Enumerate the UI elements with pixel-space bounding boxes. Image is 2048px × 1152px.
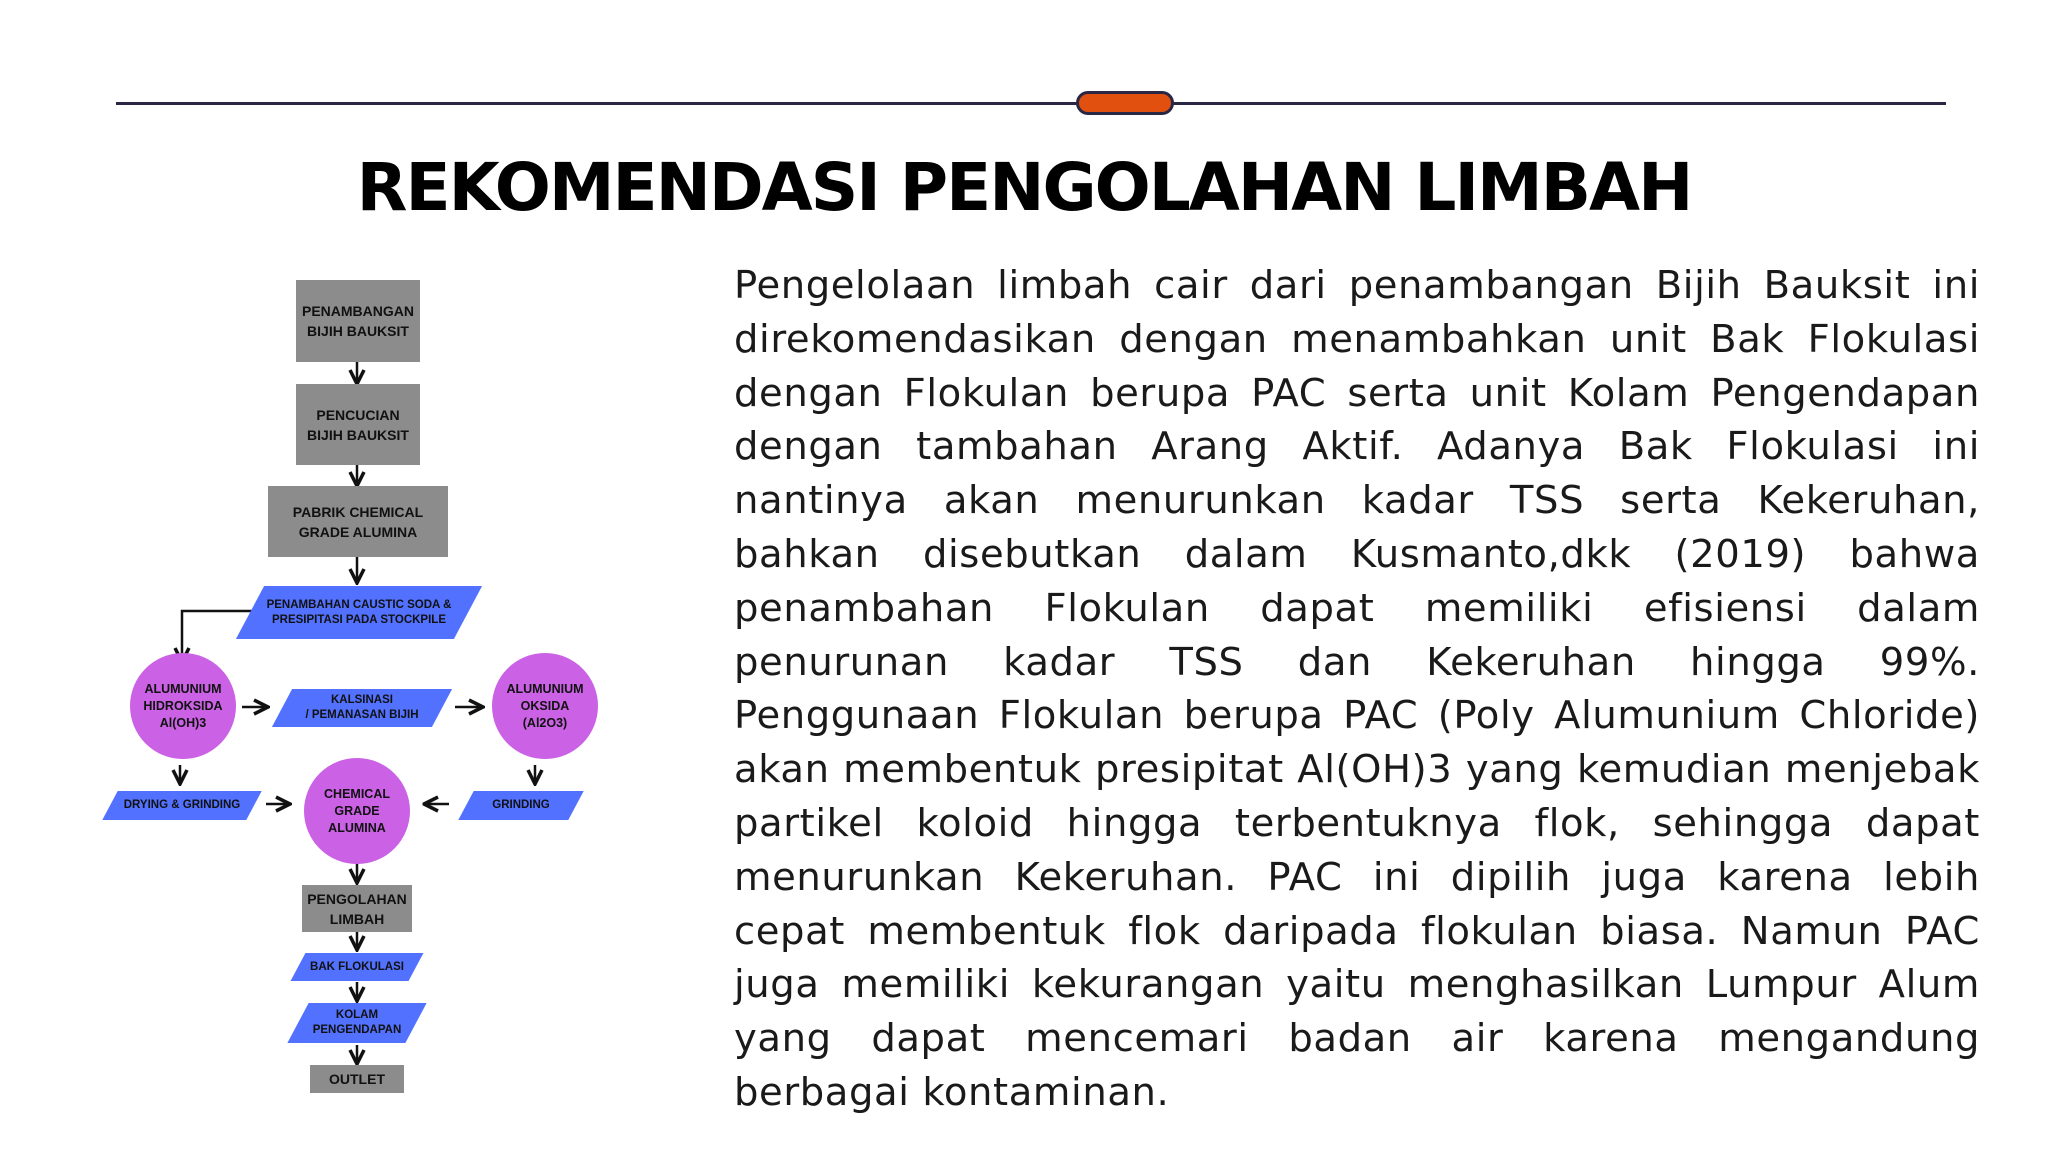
node-oksida: ALUMUNIUM OKSIDA (Al2O3) bbox=[492, 653, 598, 759]
node-pengolahan: PENGOLAHAN LIMBAH bbox=[302, 885, 412, 932]
node-pabrik: PABRIK CHEMICAL GRADE ALUMINA bbox=[268, 486, 448, 557]
body-paragraph: Pengelolaan limbah cair dari penambangan Bijih Bauksit ini direkomendasikan dengan menambahkan unit Bak Flokulasi dengan Flokulan berupa PAC serta unit Kolam Pengendapan dengan tambahan Arang Aktif. Adanya Bak Flokulasi ini nantinya akan menurunkan kadar TSS serta Kekeruhan, bahkan disebutkan dalam Kusmanto,dkk (2019) bahwa penambahan Flokulan dapat memiliki efisiensi dalam penurunan kadar TSS dan Kekeruhan hingga 99%. Penggunaan Flokulan berupa PAC (Poly Alumunium Chloride) akan membentuk presipitat Al(OH)3 yang kemudian menjebak partikel koloid hingga terbentuknya flok, sehingga dapat menurunkan Kekeruhan. PAC ini dipilih juga karena lebih cepat membentuk flok daripada flokulan biasa. Namun PAC juga memiliki kekurangan yaitu menghasilkan Lumpur Alum yang dapat mencemari badan air karena mengandung berbagai kontaminan. bbox=[734, 263, 1980, 1115]
node-pencucian: PENCUCIAN BIJIH BAUKSIT bbox=[296, 384, 420, 465]
node-caustic: PENAMBAHAN CAUSTIC SODA & PRESIPITASI PADA STOCKPILE bbox=[250, 586, 468, 639]
node-outlet: OUTLET bbox=[310, 1065, 404, 1093]
node-kalsinasi: KALSINASI / PEMANASAN BIJIH bbox=[282, 689, 442, 727]
node-penambangan: PENAMBANGAN BIJIH BAUKSIT bbox=[296, 280, 420, 362]
slide-title: REKOMENDASI PENGOLAHAN LIMBAH bbox=[356, 149, 1692, 226]
node-hidroksida: ALUMUNIUM HIDROKSIDA Al(OH)3 bbox=[130, 653, 236, 759]
node-bak: BAK FLOKULASI bbox=[298, 953, 416, 981]
node-chemical: CHEMICAL GRADE ALUMINA bbox=[304, 758, 410, 864]
node-grinding: GRINDING bbox=[466, 791, 576, 820]
node-drying: DRYING & GRINDING bbox=[110, 791, 254, 820]
node-kolam: KOLAM PENGENDAPAN bbox=[298, 1003, 416, 1043]
